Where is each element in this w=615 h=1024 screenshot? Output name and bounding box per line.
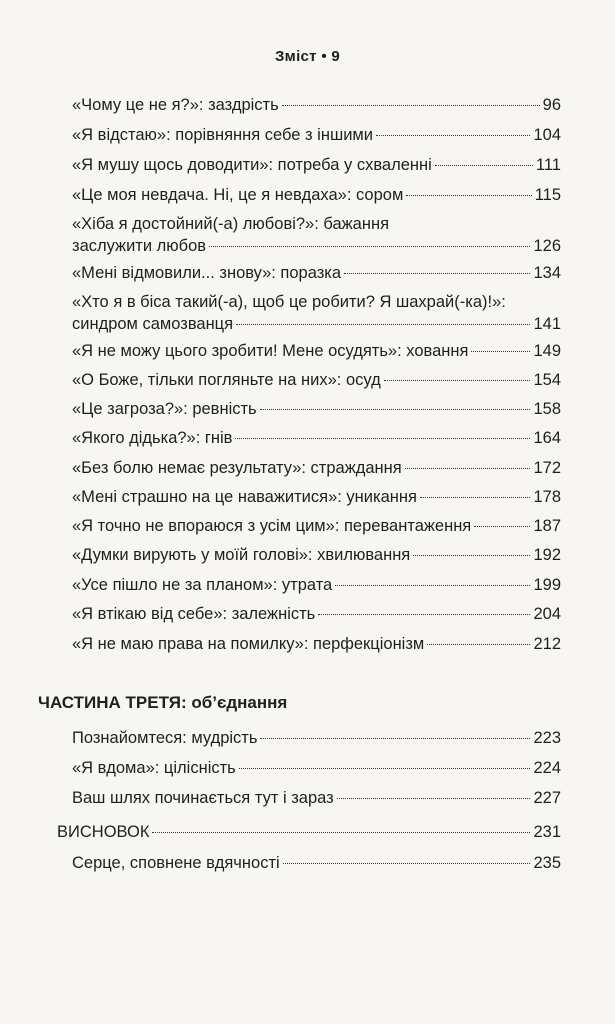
toc-entry-title: «Чому це не я?»: заздрість	[72, 96, 279, 114]
dot-leader	[318, 614, 530, 615]
toc-entry[interactable]	[72, 544, 561, 566]
toc-entry-page: 111	[535, 156, 561, 174]
toc-entry[interactable]	[72, 124, 561, 146]
toc-entry-title: синдром самозванця	[72, 315, 234, 333]
toc-entry[interactable]	[72, 94, 561, 116]
toc-entry-title: «Якого дідька?»: гнів	[72, 429, 233, 447]
toc-entry-page: 231	[533, 823, 561, 841]
running-head	[0, 48, 615, 65]
toc-entry[interactable]	[72, 787, 561, 809]
toc-entry-title: «Я точно не впораюся з усім цим»: перевантаження	[72, 517, 472, 535]
toc-entry[interactable]	[72, 603, 561, 625]
toc-entry-page: 178	[533, 488, 561, 506]
toc-entry-page: 158	[533, 400, 561, 418]
toc-entry[interactable]	[72, 340, 561, 362]
toc-entry-page: 199	[533, 576, 561, 594]
part-three-label: ЧАСТИНА ТРЕТЯ:	[38, 693, 187, 712]
toc-entry-page: 223	[533, 729, 561, 747]
dot-leader	[344, 273, 530, 274]
dot-leader	[260, 738, 530, 739]
running-head-bullet: •	[321, 48, 327, 65]
toc-entry[interactable]	[72, 757, 561, 779]
toc-entry-page: 141	[533, 315, 561, 333]
toc-entry[interactable]	[72, 291, 561, 335]
toc-entry-page: 134	[533, 264, 561, 282]
toc-entry-title: «Я відстаю»: порівняння себе з іншими	[72, 126, 373, 144]
toc-entry-page: 126	[533, 237, 561, 255]
toc-entry-title: «Це моя невдача. Ні, це я невдаха»: сором	[72, 186, 404, 204]
toc-entry[interactable]	[72, 184, 561, 206]
dot-leader	[471, 351, 530, 352]
toc-entry[interactable]	[72, 486, 561, 508]
toc-entry[interactable]	[72, 369, 561, 391]
toc-entry[interactable]	[72, 213, 561, 257]
toc-entry-page: 212	[533, 635, 561, 653]
toc-entry[interactable]	[72, 727, 561, 749]
toc-entry-title: «Я втікаю від себе»: залежність	[72, 605, 316, 623]
toc-entry-title: ВИСНОВОК	[57, 823, 150, 841]
dot-leader	[260, 409, 531, 410]
dot-leader	[420, 497, 531, 498]
dot-leader	[335, 585, 530, 586]
toc-entry-title: «Я мушу щось доводити»: потреба у схваленні	[72, 156, 432, 174]
dot-leader	[405, 468, 531, 469]
toc-entry[interactable]	[72, 457, 561, 479]
toc-entry-page: 154	[533, 371, 561, 389]
toc-entry-conclusion[interactable]	[57, 821, 561, 843]
toc-entry-page: 235	[533, 854, 561, 872]
toc-entry-page: 164	[533, 429, 561, 447]
toc-entry-title: «Я вдома»: цілісність	[72, 759, 236, 777]
toc-entry-title: «Думки вирують у моїй голові»: хвилювання	[72, 546, 411, 564]
toc-entry-page: 172	[533, 459, 561, 477]
dot-leader	[427, 644, 530, 645]
dot-leader	[152, 832, 530, 833]
toc-entry[interactable]	[72, 633, 561, 655]
dot-leader	[474, 526, 530, 527]
toc-entry-page: 96	[542, 96, 561, 114]
toc-entry-page: 115	[534, 186, 561, 204]
part-three-heading[interactable]	[38, 693, 287, 713]
toc-entry[interactable]	[72, 262, 561, 284]
toc-entry-title-line1: «Хіба я достойний(-а) любові?»: бажання	[72, 215, 390, 233]
running-head-page-number: 9	[331, 48, 340, 65]
dot-leader	[209, 246, 530, 247]
dot-leader	[282, 105, 540, 106]
toc-entry[interactable]	[72, 852, 561, 874]
toc-entry-title: заслужити любов	[72, 237, 207, 255]
toc-entry-title: «Усе пішло не за планом»: утрата	[72, 576, 333, 594]
dot-leader	[376, 135, 530, 136]
dot-leader	[413, 555, 530, 556]
dot-leader	[406, 195, 531, 196]
toc-entry[interactable]	[72, 398, 561, 420]
toc-entry-title: Ваш шлях починається тут і зараз	[72, 789, 334, 807]
running-head-section: Зміст	[274, 48, 317, 65]
toc-entry[interactable]	[72, 515, 561, 537]
toc-entry-page: 104	[533, 126, 561, 144]
toc-entry-title: Познайомтеся: мудрість	[72, 729, 258, 747]
toc-entry-page: 224	[533, 759, 561, 777]
dot-leader	[283, 863, 531, 864]
dot-leader	[239, 768, 531, 769]
toc-entry-title: «Без болю немає результату»: страждання	[72, 459, 402, 477]
dot-leader	[337, 798, 531, 799]
dot-leader	[235, 438, 530, 439]
toc-entry-page: 149	[533, 342, 561, 360]
toc-entry[interactable]	[72, 574, 561, 596]
toc-entry-title: «Мені відмовили... знову»: поразка	[72, 264, 342, 282]
toc-entry-title: «Це загроза?»: ревність	[72, 400, 257, 418]
toc-entry-page: 192	[533, 546, 561, 564]
dot-leader	[384, 380, 531, 381]
dot-leader	[435, 165, 533, 166]
toc-entry-title: «Мені страшно на це наважитися»: уникання	[72, 488, 417, 506]
toc-entry-title: Серце, сповнене вдячності	[72, 854, 280, 872]
toc-entry-title: «О Боже, тільки погляньте на них»: осуд	[72, 371, 381, 389]
toc-entry-page: 187	[533, 517, 561, 535]
toc-entry-title: «Я не маю права на помилку»: перфекціонізм	[72, 635, 425, 653]
toc-entry-page: 204	[533, 605, 561, 623]
part-three-subtitle: об’єднання	[191, 693, 288, 712]
toc-entry[interactable]	[72, 154, 561, 176]
toc-entry-page: 227	[533, 789, 561, 807]
toc-entry[interactable]	[72, 427, 561, 449]
toc-entry-title: «Я не можу цього зробити! Мене осудять»: ховання	[72, 342, 469, 360]
toc-entry-title-line1: «Хто я в біса такий(-а), щоб це робити? Я шахрай(-ка)!»:	[72, 293, 506, 311]
dot-leader	[236, 324, 530, 325]
